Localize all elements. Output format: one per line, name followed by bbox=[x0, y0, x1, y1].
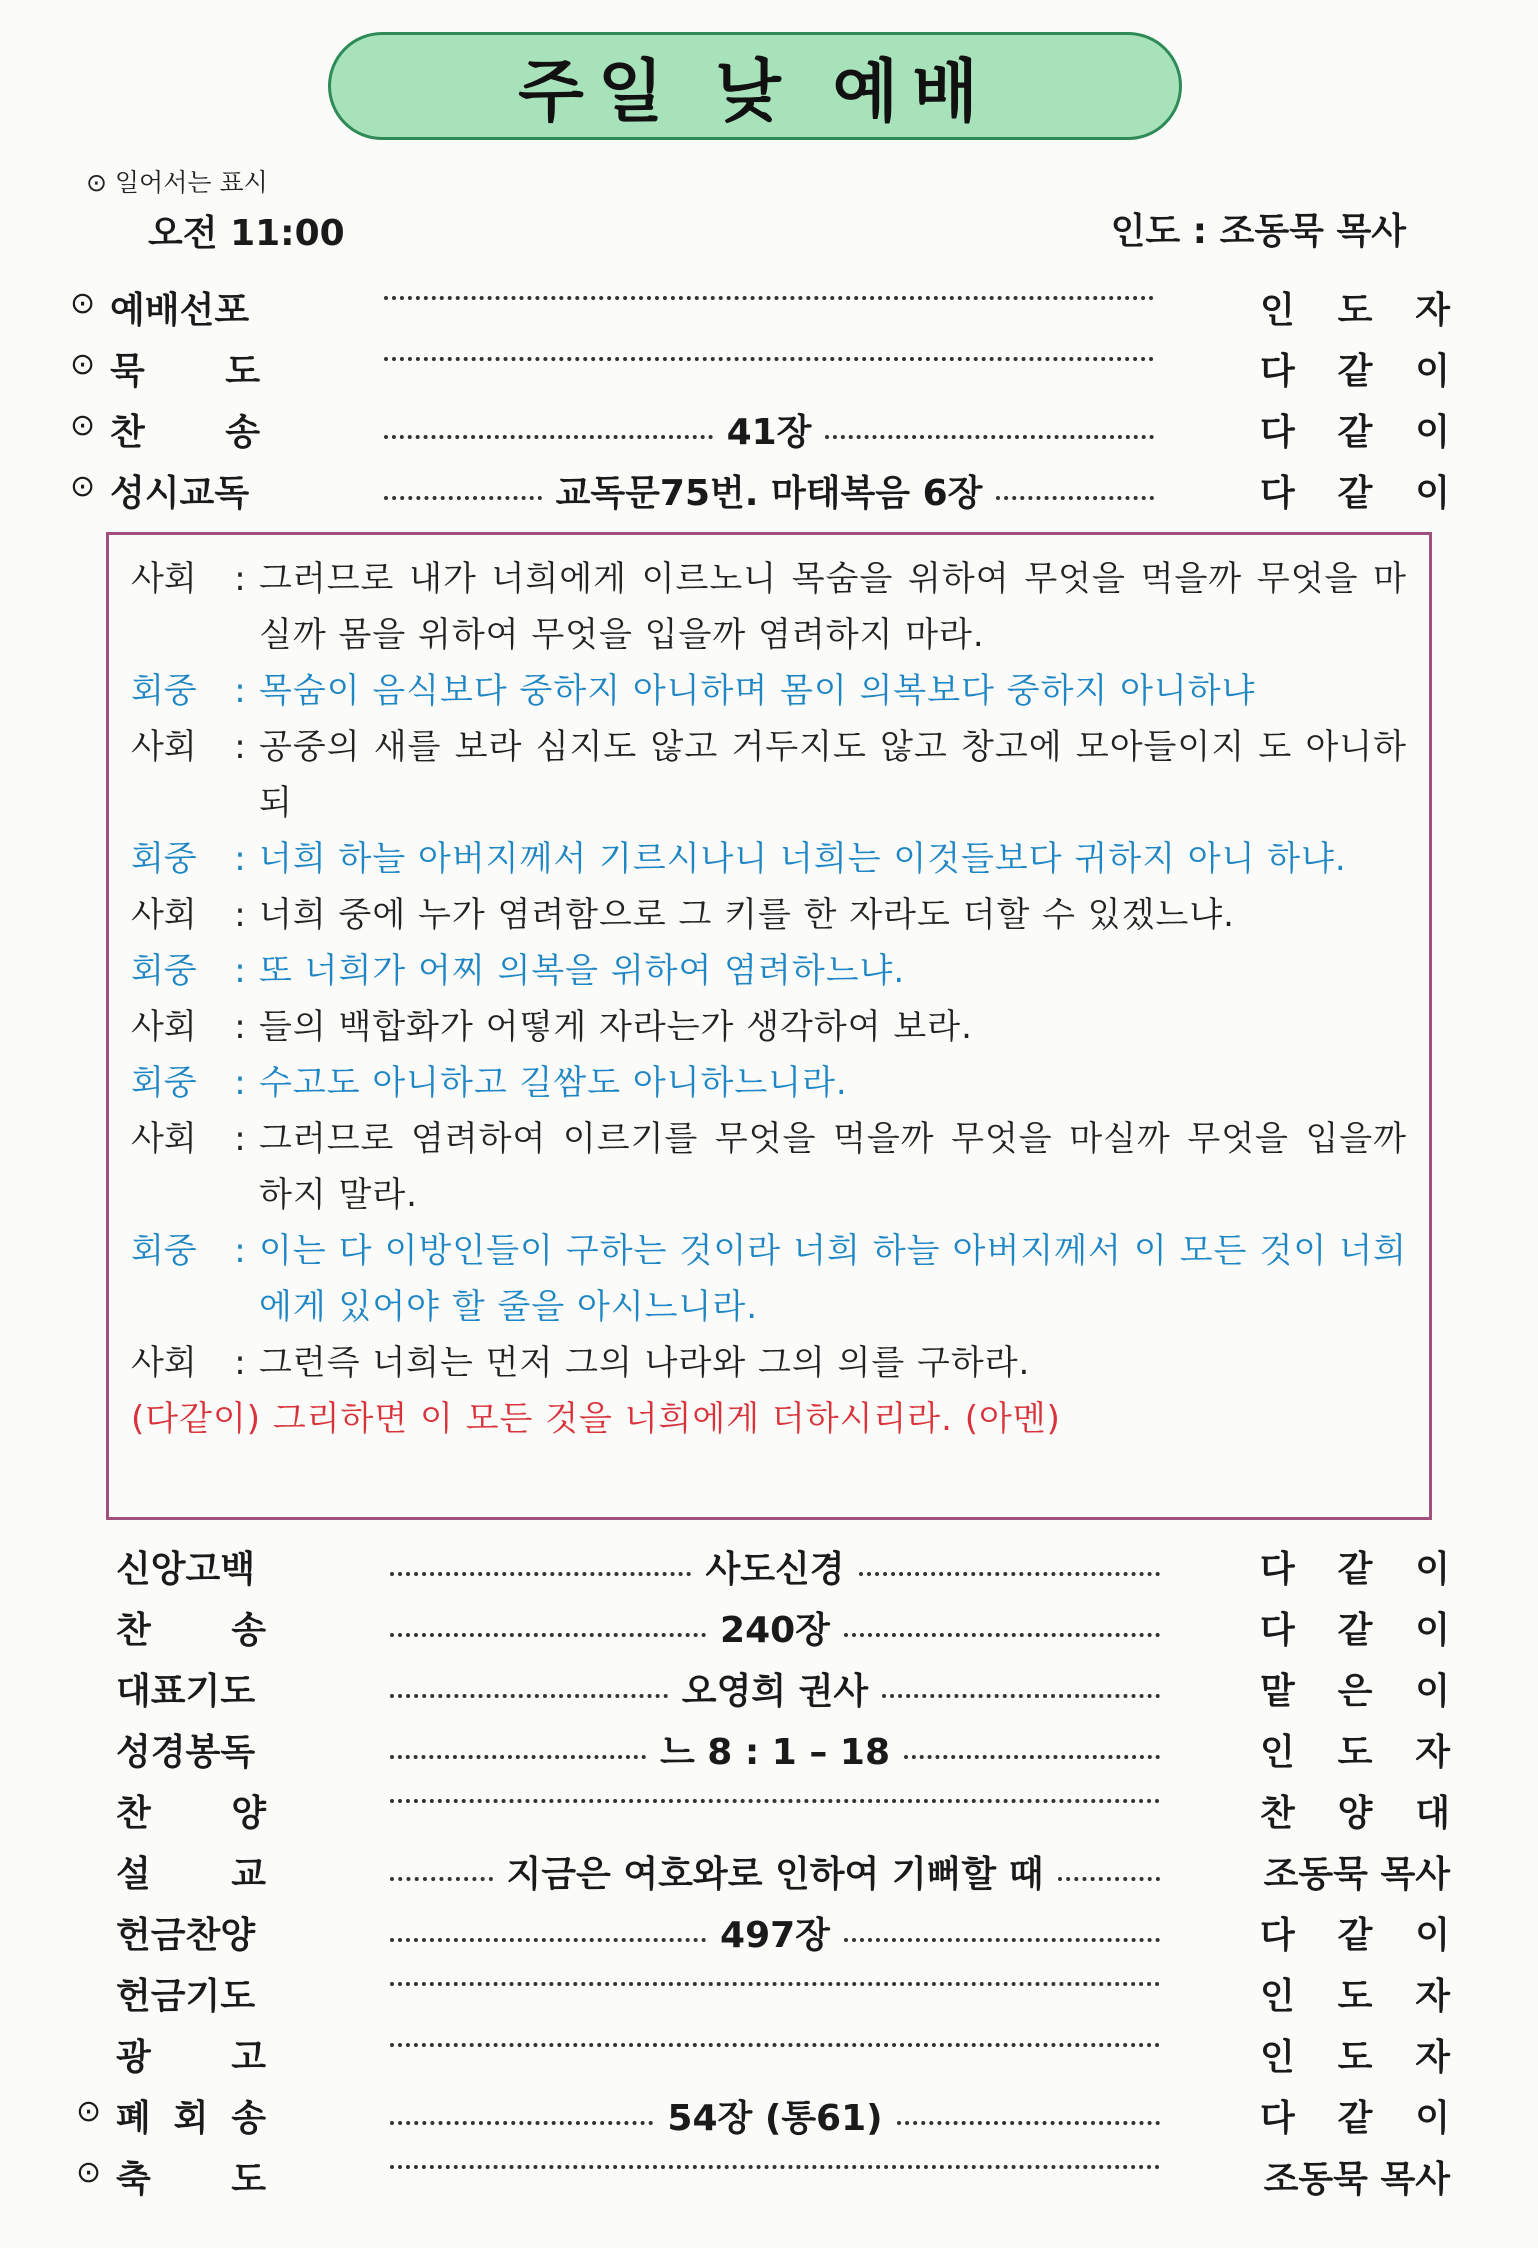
participant-part: 다 bbox=[1260, 1610, 1295, 1651]
order-row bbox=[70, 337, 1450, 398]
reading-colon: : bbox=[234, 559, 246, 599]
page-title: 주일 낮 예배 bbox=[518, 52, 992, 132]
participant-part: 도 bbox=[1337, 2037, 1373, 2078]
participant-part: 이 bbox=[1415, 412, 1450, 453]
dotted-leader bbox=[384, 343, 1154, 361]
reading-line bbox=[131, 943, 1407, 999]
order-item-name bbox=[116, 1785, 266, 1836]
reading-speaker: 사회 bbox=[131, 1119, 197, 1159]
reading-line bbox=[131, 831, 1407, 887]
dot-fill bbox=[390, 1938, 706, 1942]
participant-part: 은 bbox=[1337, 1671, 1373, 1712]
participant-part: 조동묵 목사 bbox=[1263, 1854, 1450, 1895]
reading-speaker: 회중 bbox=[131, 1231, 197, 1271]
dot-fill bbox=[844, 1938, 1160, 1942]
standing-mark-icon: ⊙ bbox=[70, 408, 96, 443]
order-item-participant bbox=[1260, 343, 1450, 394]
order-item-participant bbox=[1260, 282, 1450, 333]
participant-part: 이 bbox=[1415, 1915, 1450, 1956]
participant-part: 같 bbox=[1337, 412, 1373, 453]
participant-part: 대 bbox=[1415, 1793, 1450, 1834]
dotted-leader bbox=[390, 1846, 1160, 1897]
order-item-name-part: 신앙고백 bbox=[116, 1549, 256, 1590]
reading-text: 그런즉 너희는 먼저 그의 나라와 그의 의를 구하라. bbox=[259, 1343, 1031, 1383]
dotted-leader bbox=[390, 1724, 1160, 1775]
dot-fill bbox=[390, 2043, 1160, 2047]
order-item-detail: 사도신경 bbox=[705, 1549, 845, 1590]
order-item-participant bbox=[1260, 1541, 1450, 1592]
participant-part: 다 bbox=[1260, 351, 1295, 392]
participant-part: 다 bbox=[1260, 473, 1295, 514]
order-item-name-part: 광 bbox=[116, 2037, 151, 2078]
dot-fill bbox=[384, 296, 1154, 300]
order-item-name-part: 찬 bbox=[116, 1610, 151, 1651]
participant-part: 이 bbox=[1415, 1549, 1450, 1590]
order-item-participant bbox=[1260, 1663, 1450, 1714]
service-time: 오전 11:00 bbox=[148, 213, 345, 254]
participant-part: 같 bbox=[1337, 2098, 1373, 2139]
reading-speaker: 회중 bbox=[131, 839, 197, 879]
order-row bbox=[76, 1718, 1450, 1779]
order-row bbox=[70, 459, 1450, 520]
participant-part: 인 bbox=[1260, 2037, 1295, 2078]
reading-text: 들의 백합화가 어떻게 자라는가 생각하여 보라. bbox=[259, 1007, 973, 1047]
participant-part: 이 bbox=[1415, 1610, 1450, 1651]
reading-text: 수고도 아니하고 길쌈도 아니하느니라. bbox=[259, 1063, 848, 1103]
reading-colon: : bbox=[234, 1119, 246, 1159]
order-item-name-part: 예배선포 bbox=[110, 290, 250, 331]
standing-note: ⊙ 일어서는 표시 bbox=[86, 168, 268, 197]
reading-speaker: 사회 bbox=[131, 1007, 197, 1047]
order-item-name-part: 찬 bbox=[116, 1793, 151, 1834]
dotted-leader bbox=[384, 404, 1154, 455]
order-item-name-part: 성경봉독 bbox=[116, 1732, 256, 1773]
order-item-detail: 느 8 : 1 – 18 bbox=[659, 1732, 891, 1773]
order-item-name bbox=[116, 2151, 266, 2202]
order-item-detail: 오영희 권사 bbox=[681, 1671, 869, 1712]
order-row bbox=[76, 1535, 1450, 1596]
participant-part: 인 bbox=[1260, 1976, 1295, 2017]
dot-fill bbox=[390, 1572, 691, 1576]
reading-line bbox=[131, 887, 1407, 943]
order-of-worship-bottom bbox=[76, 1535, 1450, 2206]
dot-fill bbox=[390, 2165, 1160, 2169]
order-row bbox=[76, 1596, 1450, 1657]
dot-fill bbox=[390, 1755, 646, 1759]
standing-mark-icon: ⊙ bbox=[70, 469, 96, 504]
reading-speaker: 사회 bbox=[131, 559, 197, 599]
order-row bbox=[76, 2023, 1450, 2084]
order-item-name-part: 찬 bbox=[110, 412, 145, 453]
reading-colon: : bbox=[234, 1231, 246, 1271]
standing-mark-icon: ⊙ bbox=[70, 347, 96, 382]
participant-part: 자 bbox=[1415, 1732, 1450, 1773]
participant-part: 도 bbox=[1337, 1732, 1373, 1773]
order-item-participant bbox=[1260, 1968, 1450, 2019]
order-item-name bbox=[116, 2090, 266, 2141]
reading-line bbox=[131, 1223, 1407, 1335]
order-item-name-part: 묵 bbox=[110, 351, 145, 392]
order-of-worship-top bbox=[70, 276, 1450, 520]
order-item-name-part: 축 bbox=[116, 2159, 151, 2200]
order-row bbox=[70, 398, 1450, 459]
order-item-name-part: 송 bbox=[231, 1610, 266, 1651]
participant-part: 같 bbox=[1337, 1610, 1373, 1651]
order-item-name bbox=[110, 282, 249, 333]
order-item-name bbox=[116, 2029, 266, 2080]
reading-speaker: 회중 bbox=[131, 1063, 197, 1103]
participant-part: 자 bbox=[1415, 290, 1450, 331]
order-item-participant bbox=[1260, 1846, 1450, 1897]
order-item-participant bbox=[1260, 1785, 1450, 1836]
dot-fill bbox=[390, 1877, 493, 1881]
reading-speaker: 사회 bbox=[131, 1343, 197, 1383]
reading-speaker: 사회 bbox=[131, 895, 197, 935]
dot-fill bbox=[390, 1694, 668, 1698]
reading-line bbox=[131, 1111, 1407, 1223]
responsive-reading-box bbox=[106, 532, 1432, 1520]
order-item-name-part: 고 bbox=[231, 2037, 266, 2078]
standing-mark-icon: ⊙ bbox=[76, 2094, 102, 2129]
participant-part: 이 bbox=[1415, 473, 1450, 514]
reading-colon: : bbox=[234, 1063, 246, 1103]
dotted-leader bbox=[390, 2090, 1160, 2141]
participant-part: 맡 bbox=[1260, 1671, 1295, 1712]
standing-mark-icon: ⊙ bbox=[70, 286, 96, 321]
order-row bbox=[76, 1901, 1450, 1962]
participant-part: 다 bbox=[1260, 1549, 1295, 1590]
title-banner bbox=[328, 32, 1182, 140]
order-item-name bbox=[116, 1846, 266, 1897]
participant-part: 이 bbox=[1415, 351, 1450, 392]
dotted-leader bbox=[390, 2029, 1160, 2047]
order-item-name-part: 설 bbox=[116, 1854, 151, 1895]
participant-part: 조동묵 목사 bbox=[1263, 2159, 1450, 2200]
order-item-name-part: 헌금찬양 bbox=[116, 1915, 256, 1956]
dot-fill bbox=[996, 496, 1154, 500]
participant-part: 같 bbox=[1337, 1549, 1373, 1590]
order-row bbox=[76, 1962, 1450, 2023]
order-item-detail: 지금은 여호와로 인하여 기뻐할 때 bbox=[506, 1854, 1044, 1895]
order-item-name-part: 대표기도 bbox=[116, 1671, 256, 1712]
order-item-name-part: 송 bbox=[225, 412, 260, 453]
order-item-detail: 497장 bbox=[720, 1915, 830, 1956]
participant-part: 자 bbox=[1415, 2037, 1450, 2078]
reading-colon: : bbox=[234, 1007, 246, 1047]
reading-text: 이는 다 이방인들이 구하는 것이라 너희 하늘 아버지께서 이 모든 것이 너희에게 있어야 할 줄을 아시느니라. bbox=[259, 1231, 1407, 1327]
participant-part: 찬 bbox=[1260, 1793, 1295, 1834]
dotted-leader bbox=[384, 282, 1154, 300]
dot-fill bbox=[1058, 1877, 1161, 1881]
dot-fill bbox=[390, 1982, 1160, 1986]
order-item-participant bbox=[1260, 1602, 1450, 1653]
dotted-leader bbox=[384, 465, 1154, 516]
participant-part: 인 bbox=[1260, 1732, 1295, 1773]
dotted-leader bbox=[390, 1541, 1160, 1592]
order-item-participant bbox=[1260, 404, 1450, 455]
order-row bbox=[76, 2084, 1450, 2145]
participant-part: 같 bbox=[1337, 1915, 1373, 1956]
order-item-participant bbox=[1260, 2090, 1450, 2141]
dot-fill bbox=[390, 1799, 1160, 1803]
order-item-name bbox=[116, 1968, 255, 2019]
participant-part: 자 bbox=[1415, 1976, 1450, 2017]
dot-fill bbox=[904, 1755, 1160, 1759]
reading-text: 너희 하늘 아버지께서 기르시나니 너희는 이것들보다 귀하지 아니 하냐. bbox=[259, 839, 1347, 879]
dotted-leader bbox=[390, 1907, 1160, 1958]
dotted-leader bbox=[390, 1785, 1160, 1803]
order-item-participant bbox=[1260, 2029, 1450, 2080]
reading-line bbox=[131, 551, 1407, 663]
order-item-name bbox=[110, 465, 249, 516]
dot-fill bbox=[825, 435, 1154, 439]
order-item-detail: 41장 bbox=[726, 412, 812, 453]
order-item-participant bbox=[1260, 1724, 1450, 1775]
reading-line bbox=[131, 719, 1407, 831]
reading-speaker: 회중 bbox=[131, 671, 197, 711]
order-row bbox=[76, 1840, 1450, 1901]
order-item-name bbox=[110, 404, 260, 455]
dot-fill bbox=[384, 496, 542, 500]
order-item-participant bbox=[1260, 465, 1450, 516]
order-item-participant bbox=[1260, 1907, 1450, 1958]
order-row bbox=[70, 276, 1450, 337]
order-item-participant bbox=[1260, 2151, 1450, 2202]
dot-fill bbox=[390, 2121, 653, 2125]
reading-text: 너희 중에 누가 염려함으로 그 키를 한 자라도 더할 수 있겠느냐. bbox=[259, 895, 1235, 935]
reading-colon: : bbox=[234, 951, 246, 991]
order-item-name bbox=[116, 1907, 255, 1958]
reading-colon: : bbox=[234, 1343, 246, 1383]
order-item-name-part: 도 bbox=[225, 351, 260, 392]
order-row bbox=[76, 2145, 1450, 2206]
reading-text: (다같이) 그리하면 이 모든 것을 너희에게 더하시리라. (아멘) bbox=[131, 1399, 1061, 1439]
order-item-name bbox=[116, 1541, 255, 1592]
participant-part: 다 bbox=[1260, 412, 1295, 453]
dot-fill bbox=[384, 357, 1154, 361]
reading-colon: : bbox=[234, 895, 246, 935]
service-leader: 인도 : 조동묵 목사 bbox=[1110, 211, 1406, 252]
order-row bbox=[76, 1657, 1450, 1718]
dot-fill bbox=[390, 1633, 706, 1637]
order-item-name-part: 양 bbox=[231, 1793, 266, 1834]
order-item-detail: 54장 (통61) bbox=[667, 2098, 883, 2139]
reading-text: 목숨이 음식보다 중하지 아니하며 몸이 의복보다 중하지 아니하냐 bbox=[259, 671, 1256, 711]
participant-part: 다 bbox=[1260, 1915, 1295, 1956]
reading-speaker: 사회 bbox=[131, 727, 197, 767]
reading-colon: : bbox=[234, 727, 246, 767]
order-item-name bbox=[116, 1663, 255, 1714]
reading-speaker: 회중 bbox=[131, 951, 197, 991]
participant-part: 같 bbox=[1337, 473, 1373, 514]
participant-part: 다 bbox=[1260, 2098, 1295, 2139]
reading-text: 또 너희가 어찌 의복을 위하여 염려하느냐. bbox=[259, 951, 906, 991]
dot-fill bbox=[882, 1694, 1160, 1698]
order-row bbox=[76, 1779, 1450, 1840]
participant-part: 도 bbox=[1337, 1976, 1373, 2017]
order-item-name-part: 교 bbox=[231, 1854, 266, 1895]
reading-line bbox=[131, 1391, 1407, 1447]
participant-part: 이 bbox=[1415, 2098, 1450, 2139]
reading-line bbox=[131, 663, 1407, 719]
order-item-name bbox=[110, 343, 260, 394]
participant-part: 같 bbox=[1337, 351, 1373, 392]
reading-line bbox=[131, 1335, 1407, 1391]
dot-fill bbox=[859, 1572, 1160, 1576]
reading-colon: : bbox=[234, 839, 246, 879]
participant-part: 도 bbox=[1337, 290, 1373, 331]
dot-fill bbox=[384, 435, 713, 439]
order-item-name bbox=[116, 1724, 255, 1775]
standing-mark-icon: ⊙ bbox=[76, 2155, 102, 2190]
dotted-leader bbox=[390, 1968, 1160, 1986]
participant-part: 양 bbox=[1337, 1793, 1373, 1834]
dotted-leader bbox=[390, 2151, 1160, 2169]
order-item-name-part: 성시교독 bbox=[110, 473, 250, 514]
order-item-name bbox=[116, 1602, 266, 1653]
order-item-detail: 240장 bbox=[720, 1610, 830, 1651]
participant-part: 이 bbox=[1415, 1671, 1450, 1712]
dotted-leader bbox=[390, 1663, 1160, 1714]
reading-line bbox=[131, 1055, 1407, 1111]
reading-text: 공중의 새를 보라 심지도 않고 거두지도 않고 창고에 모아들이지 도 아니하되 bbox=[259, 727, 1407, 823]
order-item-name-part: 폐 bbox=[116, 2098, 151, 2139]
order-item-name-part: 회 bbox=[173, 2098, 209, 2139]
order-item-name-part: 헌금기도 bbox=[116, 1976, 256, 2017]
dotted-leader bbox=[390, 1602, 1160, 1653]
order-item-name-part: 송 bbox=[231, 2098, 266, 2139]
dot-fill bbox=[844, 1633, 1160, 1637]
reading-colon: : bbox=[234, 671, 246, 711]
participant-part: 인 bbox=[1260, 290, 1295, 331]
reading-text: 그러므로 염려하여 이르기를 무엇을 먹을까 무엇을 마실까 무엇을 입을까 하지 말라. bbox=[259, 1119, 1407, 1215]
order-item-detail: 교독문75번. 마태복음 6장 bbox=[555, 473, 983, 514]
order-item-name-part: 도 bbox=[231, 2159, 266, 2200]
dot-fill bbox=[897, 2121, 1160, 2125]
reading-text: 그러므로 내가 너희에게 이르노니 목숨을 위하여 무엇을 먹을까 무엇을 마실까 몸을 위하여 무엇을 입을까 염려하지 마라. bbox=[259, 559, 1407, 655]
reading-line bbox=[131, 999, 1407, 1055]
